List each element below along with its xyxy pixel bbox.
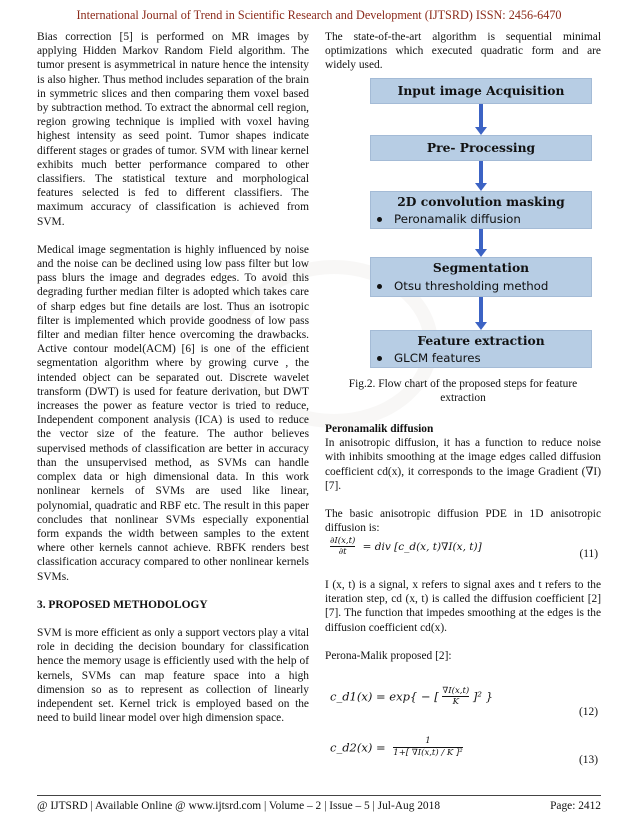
paragraph: Medical image segmentation is highly influenced by noise and the noise can be declined using low pass filter but low pass blurs the image and degrades edges. To avoid this degrading further median filter is adopted which takes care of sharp edges but fine details are lost. Thus an isotropic filter is implemented which provide goodness of low pass filter and median filter hence overcoming the drawbacks. Active contour model(ACM) [6] is one of the efficient segmentation algorithm where by growing curve , the intended object can be separated out. Discrete wavelet transform (DWT) is used for feature derivation, but DWT increases the power as feature vector is tried to reduce, Independent component analysis (ICA) is used to reduce the vector size of the feature. The author believes supervised methods of classification are better in accuracy than the unsupervised method, as SVMs can handle complex data or high dimensional data. In this work nonlinear kernels of SVMs are used like linear, polynomial, quadratic and RBF etc. The result in this paper concludes that nonlinear SVMs especially exponential form expands the width between samples to the extent where other kernels cannot achieve. RBFK renders best classification accuracy compared to other nonlinear kernels SVMs. <box>37 243 309 583</box>
equation-number: (11) <box>579 548 598 560</box>
flow-box-title: Feature extraction <box>417 333 545 348</box>
flow-arrowhead <box>475 183 487 191</box>
paragraph: In anisotropic diffusion, it has a function to reduce noise with inhibits smoothing at the image edges called diffusion coefficient cd(x), it corresponds to the image Gradient (∇I) [7]. <box>325 437 601 492</box>
flow-arrowhead <box>475 127 487 135</box>
flow-box-preprocessing <box>370 135 592 161</box>
flow-box-bullet <box>371 211 591 227</box>
flow-box-title: Input image Acquisition <box>397 83 565 98</box>
flow-arrow <box>479 104 483 129</box>
eq-fraction-num: ∇I(x,t) <box>442 686 470 696</box>
right-column-body-2 <box>325 578 601 677</box>
flow-box-title: Segmentation <box>432 260 530 275</box>
flow-box-bullet <box>371 350 591 366</box>
paragraph: The basic anisotropic diffusion PDE in 1D anisotropic diffusion is: <box>325 508 601 535</box>
eq-fraction-den: 1+[ ∇I(x,t) / K ]² <box>393 748 463 758</box>
paragraph: Bias correction [5] is performed on MR images by applying Hidden Markov Random Field algorithm. The tumor present is asymmetrical in nature hence the intensity is also higher. Thus method includes separation of the brain in symmetric slices and then comparing them voxel based by subtraction method. To extract the abnormal cell region, region growing technique is implied with voxel having highest intensity as seed point. Tumor shapes indicate different stages or grades of tumor. SVM with linear kernel exhibits much better performance compared to other classifiers. The statistical texture and morphological features selected is fed to different classifiers. The maximum accuracy of classification is achieved from SVM. <box>37 31 309 228</box>
flow-bullet-text: Peronamalik diffusion <box>394 212 521 226</box>
flow-box-bullet <box>371 277 591 295</box>
paragraph: SVM is more efficient as only a support vectors play a vital role in deciding the decision boundary for classification hence the memory usage is efficiently used with the help of kernels, SVMs can map feature space into a high dimension so as to represent as collection of linearly independent set. Kernel trick is employed based on the need to build linear model over high dimension space. <box>37 626 309 725</box>
paragraph: The state-of-the-art algorithm is sequential minimal optimizations which executed quadratic form and are widely used. <box>325 31 601 72</box>
eq-tail: ]² } <box>472 689 493 704</box>
equation-number: (13) <box>579 754 598 766</box>
eq-fraction-num: ∂I(x,t) <box>330 536 356 546</box>
figure-caption: Fig.2. Flow chart of the proposed steps for feature extraction <box>348 378 578 404</box>
flow-arrow <box>479 161 483 185</box>
paragraph: Perona-Malik proposed [2]: <box>325 649 452 662</box>
flow-box-input <box>370 78 592 104</box>
paragraph: I (x, t) is a signal, x refers to signal axes and t refers to the iteration step, cd (x, t) is called the diffusion coefficient [2] [7]. The function that impedes smoothing at the edges is the diffusion coefficient cd(x). <box>325 579 601 634</box>
eq-fraction-den: K <box>452 697 459 707</box>
flow-box-convolution <box>370 191 592 229</box>
equation-12 <box>330 686 493 707</box>
equation-13 <box>330 736 463 759</box>
section-heading: 3. PROPOSED METHODOLOGY <box>37 598 208 611</box>
flow-box-segmentation <box>370 257 592 297</box>
flow-arrow <box>479 229 483 251</box>
eq-lhs: c_d2(x) = <box>330 740 386 755</box>
flow-bullet-text: GLCM features <box>394 351 481 365</box>
eq-fraction-num: 1 <box>393 736 462 748</box>
flow-box-title: 2D convolution masking <box>397 194 565 209</box>
footer-rule <box>37 795 601 796</box>
equation-11 <box>330 536 482 557</box>
eq-lhs: c_d1(x) = exp{ − [ <box>330 689 439 704</box>
eq-fraction-den: ∂t <box>338 547 347 557</box>
footer-text: @ IJTSRD | Available Online @ www.ijtsrd.com | Volume – 2 | Issue – 5 | Jul-Aug 2018 <box>37 800 441 812</box>
subsection-heading: Peronamalik diffusion <box>325 423 434 435</box>
flow-arrow <box>479 297 483 323</box>
page-number: Page: 2412 <box>550 800 601 812</box>
flow-arrowhead <box>475 322 487 330</box>
right-column-body <box>325 422 601 549</box>
journal-header: International Journal of Trend in Scientific Research and Development (IJTSRD) ISSN: 2456-6470 <box>76 8 562 22</box>
eq-rhs: = div [c_d(x, t)∇I(x, t)] <box>362 540 482 553</box>
flow-box-feature-extraction <box>370 330 592 368</box>
flow-bullet-text: Otsu thresholding method <box>394 279 549 293</box>
flow-box-title: Pre- Processing <box>426 140 536 155</box>
flow-arrowhead <box>475 249 487 257</box>
left-column <box>37 30 309 739</box>
equation-number: (12) <box>579 706 598 718</box>
